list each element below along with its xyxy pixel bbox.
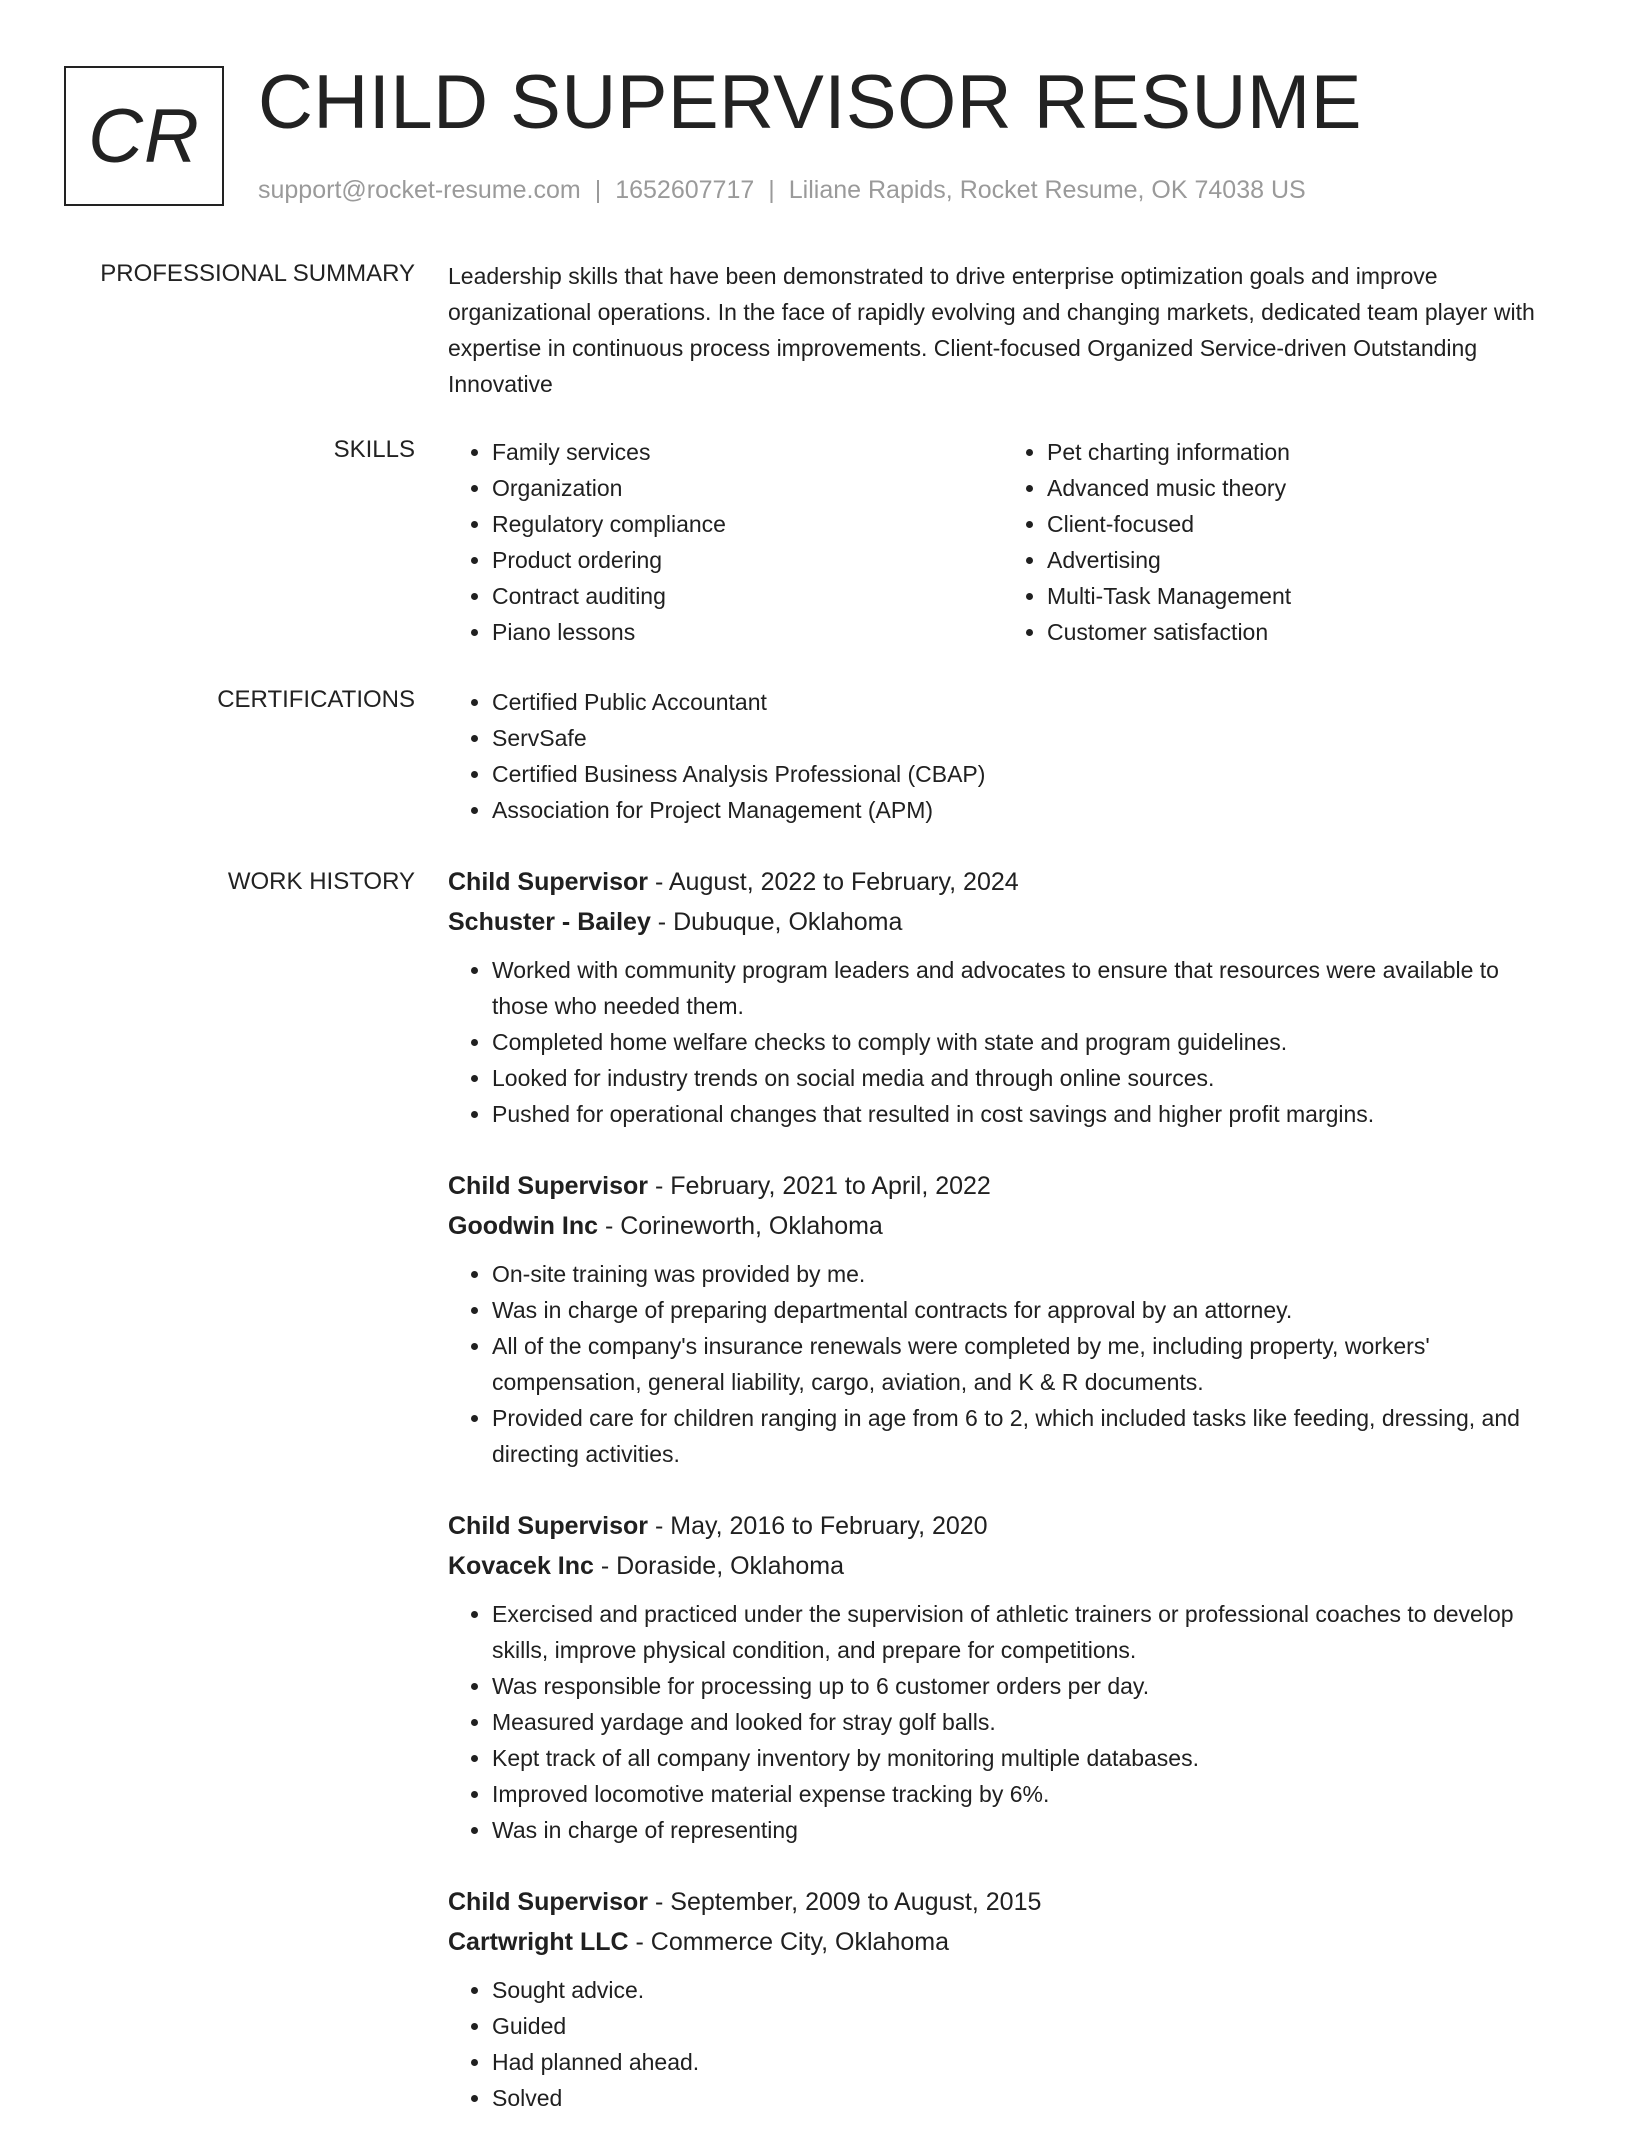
skill-item: • Family services <box>492 434 1003 470</box>
skill-item: • Organization <box>492 470 1003 506</box>
job-bullet: • On-site training was provided by me. <box>492 1256 1558 1292</box>
section-label-summary: PROFESSIONAL SUMMARY <box>100 260 415 287</box>
job-bullet: • Looked for industry trends on social media and through online sources. <box>492 1060 1558 1096</box>
job-bullets <box>448 1972 1558 2116</box>
job-bullet: • Worked with community program leaders and advocates to ensure that resources were available to those who needed them. <box>492 952 1558 1024</box>
job-bullet: • Pushed for operational changes that resulted in cost savings and higher profit margins. <box>492 1096 1558 1132</box>
job-bullet: • Was in charge of representing <box>492 1812 1558 1848</box>
contact-line <box>258 176 1306 205</box>
certification-item: • Certified Business Analysis Professional (CBAP) <box>492 756 1558 792</box>
job-bullet: • All of the company's insurance renewals were completed by me, including property, workers' compensation, general liability, cargo, aviation, and K & R documents. <box>492 1328 1558 1400</box>
job-location: - Commerce City, Oklahoma <box>628 1928 949 1956</box>
job-entry <box>448 862 1558 1132</box>
section-label-certifications: CERTIFICATIONS <box>217 686 415 713</box>
job-title-line <box>448 862 1558 902</box>
job-bullet: • Completed home welfare checks to comply with state and program guidelines. <box>492 1024 1558 1060</box>
job-location: - Corineworth, Oklahoma <box>598 1212 883 1240</box>
contact-separator: | <box>768 176 775 204</box>
skill-item: • Advertising <box>1047 542 1558 578</box>
summary-content <box>448 258 1558 402</box>
job-bullet: • Was responsible for processing up to 6 customer orders per day. <box>492 1668 1558 1704</box>
job-title: Child Supervisor <box>448 1512 649 1540</box>
job-bullet: • Exercised and practiced under the supervision of athletic trainers or professional coaches to develop skills, improve physical condition, and prepare for competitions. <box>492 1596 1558 1668</box>
resume-title: CHILD SUPERVISOR RESUME <box>258 60 1362 145</box>
job-location: - Dubuque, Oklahoma <box>650 908 903 936</box>
job-company-line <box>448 1206 1558 1246</box>
skill-item: • Customer satisfaction <box>1047 614 1558 650</box>
job-bullets <box>448 1256 1558 1472</box>
job-title-line <box>448 1506 1558 1546</box>
job-title: Child Supervisor <box>448 1888 649 1916</box>
job-bullet: • Was in charge of preparing departmental contracts for approval by an attorney. <box>492 1292 1558 1328</box>
skill-item: • Client-focused <box>1047 506 1558 542</box>
skills-columns <box>448 434 1558 650</box>
job-company: Goodwin Inc <box>448 1212 598 1240</box>
monogram-initials: CR <box>88 93 200 179</box>
job-location: - Doraside, Oklahoma <box>593 1552 845 1580</box>
job-bullet: • Provided care for children ranging in age from 6 to 2, which included tasks like feeding, dressing, and directing activities. <box>492 1400 1558 1472</box>
contact-separator: | <box>594 176 602 204</box>
certifications-list <box>448 684 1558 828</box>
job-bullet: • Solved <box>492 2080 1558 2116</box>
job-title: Child Supervisor <box>448 868 649 896</box>
work-content <box>448 862 1558 2150</box>
job-company: Schuster - Bailey <box>448 908 651 936</box>
job-company: Kovacek Inc <box>448 1552 594 1580</box>
contact-email[interactable]: support@rocket-resume.com <box>258 176 581 204</box>
job-bullets <box>448 952 1558 1132</box>
summary-text: Leadership skills that have been demonstrated to drive enterprise optimization goals and improve organizational operations. In the face of rapidly evolving and changing markets, dedicated team player with expertise in continuous process improvements. Client-focused Organized Service-driven Outstanding Innovative <box>448 263 1535 397</box>
skill-item: • Regulatory compliance <box>492 506 1003 542</box>
skills-list-right <box>1003 434 1558 650</box>
job-bullet: • Guided <box>492 2008 1558 2044</box>
job-dates: - May, 2016 to February, 2020 <box>648 1512 988 1540</box>
job-title: Child Supervisor <box>448 1172 649 1200</box>
job-company-line <box>448 902 1558 942</box>
skills-list-left <box>448 434 1003 650</box>
job-dates: - September, 2009 to August, 2015 <box>648 1888 1042 1916</box>
contact-phone[interactable]: 1652607717 <box>615 176 755 204</box>
certification-item: • Association for Project Management (APM) <box>492 792 1558 828</box>
certification-item: • Certified Public Accountant <box>492 684 1558 720</box>
contact-address: Liliane Rapids, Rocket Resume, OK 74038 US <box>788 176 1306 204</box>
job-bullet: • Sought advice. <box>492 1972 1558 2008</box>
job-entry <box>448 1882 1558 2116</box>
skills-content <box>448 434 1558 650</box>
section-label-skills: SKILLS <box>333 436 415 463</box>
certification-item: • ServSafe <box>492 720 1558 756</box>
certifications-content <box>448 684 1558 828</box>
skill-item: • Product ordering <box>492 542 1003 578</box>
job-company-line <box>448 1922 1558 1962</box>
job-company-line <box>448 1546 1558 1586</box>
job-dates: - August, 2022 to February, 2024 <box>648 868 1019 896</box>
skill-item: • Piano lessons <box>492 614 1003 650</box>
job-bullet: • Had planned ahead. <box>492 2044 1558 2080</box>
job-bullet: • Measured yardage and looked for stray golf balls. <box>492 1704 1558 1740</box>
job-entry <box>448 1506 1558 1848</box>
monogram-box <box>64 66 224 206</box>
skill-item: • Multi-Task Management <box>1047 578 1558 614</box>
job-title-line <box>448 1166 1558 1206</box>
job-bullet: • Improved locomotive material expense tracking by 6%. <box>492 1776 1558 1812</box>
job-title-line <box>448 1882 1558 1922</box>
job-entry <box>448 1166 1558 1472</box>
job-company: Cartwright LLC <box>448 1928 629 1956</box>
section-label-work: WORK HISTORY <box>227 868 415 895</box>
job-bullets <box>448 1596 1558 1848</box>
skill-item: • Pet charting information <box>1047 434 1558 470</box>
skill-item: • Advanced music theory <box>1047 470 1558 506</box>
skill-item: • Contract auditing <box>492 578 1003 614</box>
job-dates: - February, 2021 to April, 2022 <box>648 1172 991 1200</box>
job-bullet: • Kept track of all company inventory by monitoring multiple databases. <box>492 1740 1558 1776</box>
